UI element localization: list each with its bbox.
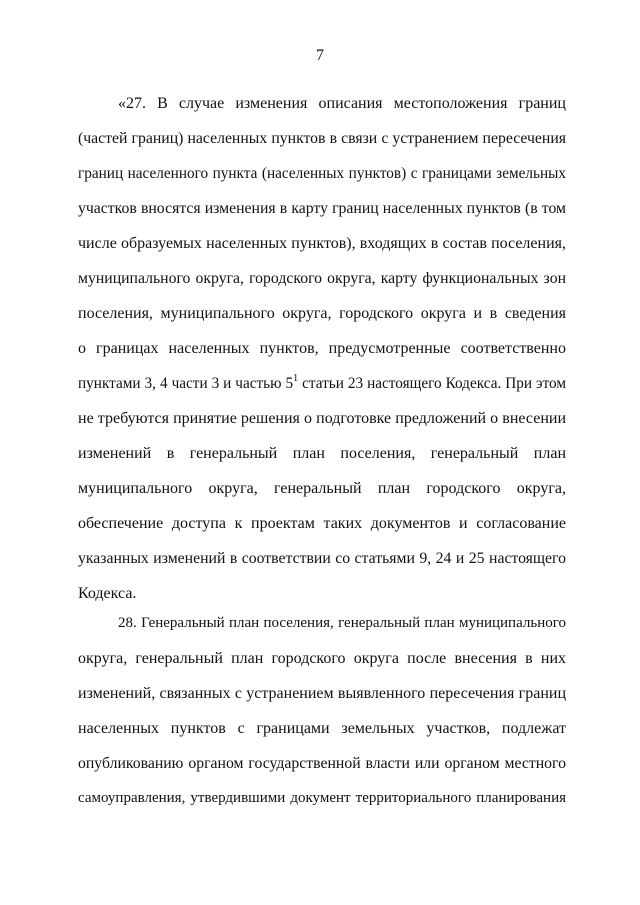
- paragraph-line: муниципального округа, городского округа, карту функциональных зон: [78, 270, 566, 287]
- paragraph-line: изменений в генеральный план поселения, генеральный план: [78, 445, 566, 462]
- paragraph-line: Кодекса.: [78, 585, 137, 602]
- paragraph-line: «27. В случае изменения описания местоположения границ: [118, 95, 566, 112]
- paragraph-27: [78, 86, 566, 611]
- line-text-start: пунктами 3, 4 части 3 и частью 5: [78, 375, 294, 392]
- paragraph-line: 28. Генеральный план поселения, генеральный план муниципального: [118, 615, 566, 631]
- line-text-end: статьи 23 настоящего Кодекса. При этом: [298, 375, 567, 392]
- paragraph-line: опубликованию органом государственной власти или органом местного: [78, 755, 566, 772]
- paragraph-line: участков вносятся изменения в карту границ населенных пунктов (в том: [78, 200, 566, 217]
- paragraph-line: числе образуемых населенных пунктов), входящих в состав поселения,: [78, 235, 566, 252]
- paragraph-line: изменений, связанных с устранением выявленного пересечения границ: [78, 685, 566, 702]
- paragraph-line: о границах населенных пунктов, предусмотренные соответственно: [78, 340, 566, 357]
- paragraph-line: не требуются принятие решения о подготовке предложений о внесении: [78, 410, 566, 427]
- paragraph-line: указанных изменений в соответствии со статьями 9, 24 и 25 настоящего: [78, 550, 566, 567]
- paragraph-line: населенных пунктов с границами земельных участков, подлежат: [78, 720, 566, 737]
- superscript-index: 1: [293, 373, 299, 384]
- page-number: 7: [316, 47, 324, 64]
- paragraph-line: поселения, муниципального округа, городского округа и в сведения: [78, 305, 566, 322]
- paragraph-line: обеспечение доступа к проектам таких документов и согласование: [78, 515, 566, 532]
- paragraph-line: границ населенного пункта (населенных пунктов) с границами земельных: [78, 165, 566, 182]
- paragraph-line: [78, 366, 566, 401]
- paragraph-line: (частей границ) населенных пунктов в связи с устранением пересечения: [78, 130, 566, 147]
- paragraph-28: [78, 606, 566, 816]
- paragraph-line: муниципального округа, генеральный план городского округа,: [78, 480, 566, 497]
- paragraph-line: округа, генеральный план городского округа после внесения в них: [78, 650, 566, 667]
- paragraph-line: самоуправления, утвердившими документ территориального планирования: [78, 790, 566, 806]
